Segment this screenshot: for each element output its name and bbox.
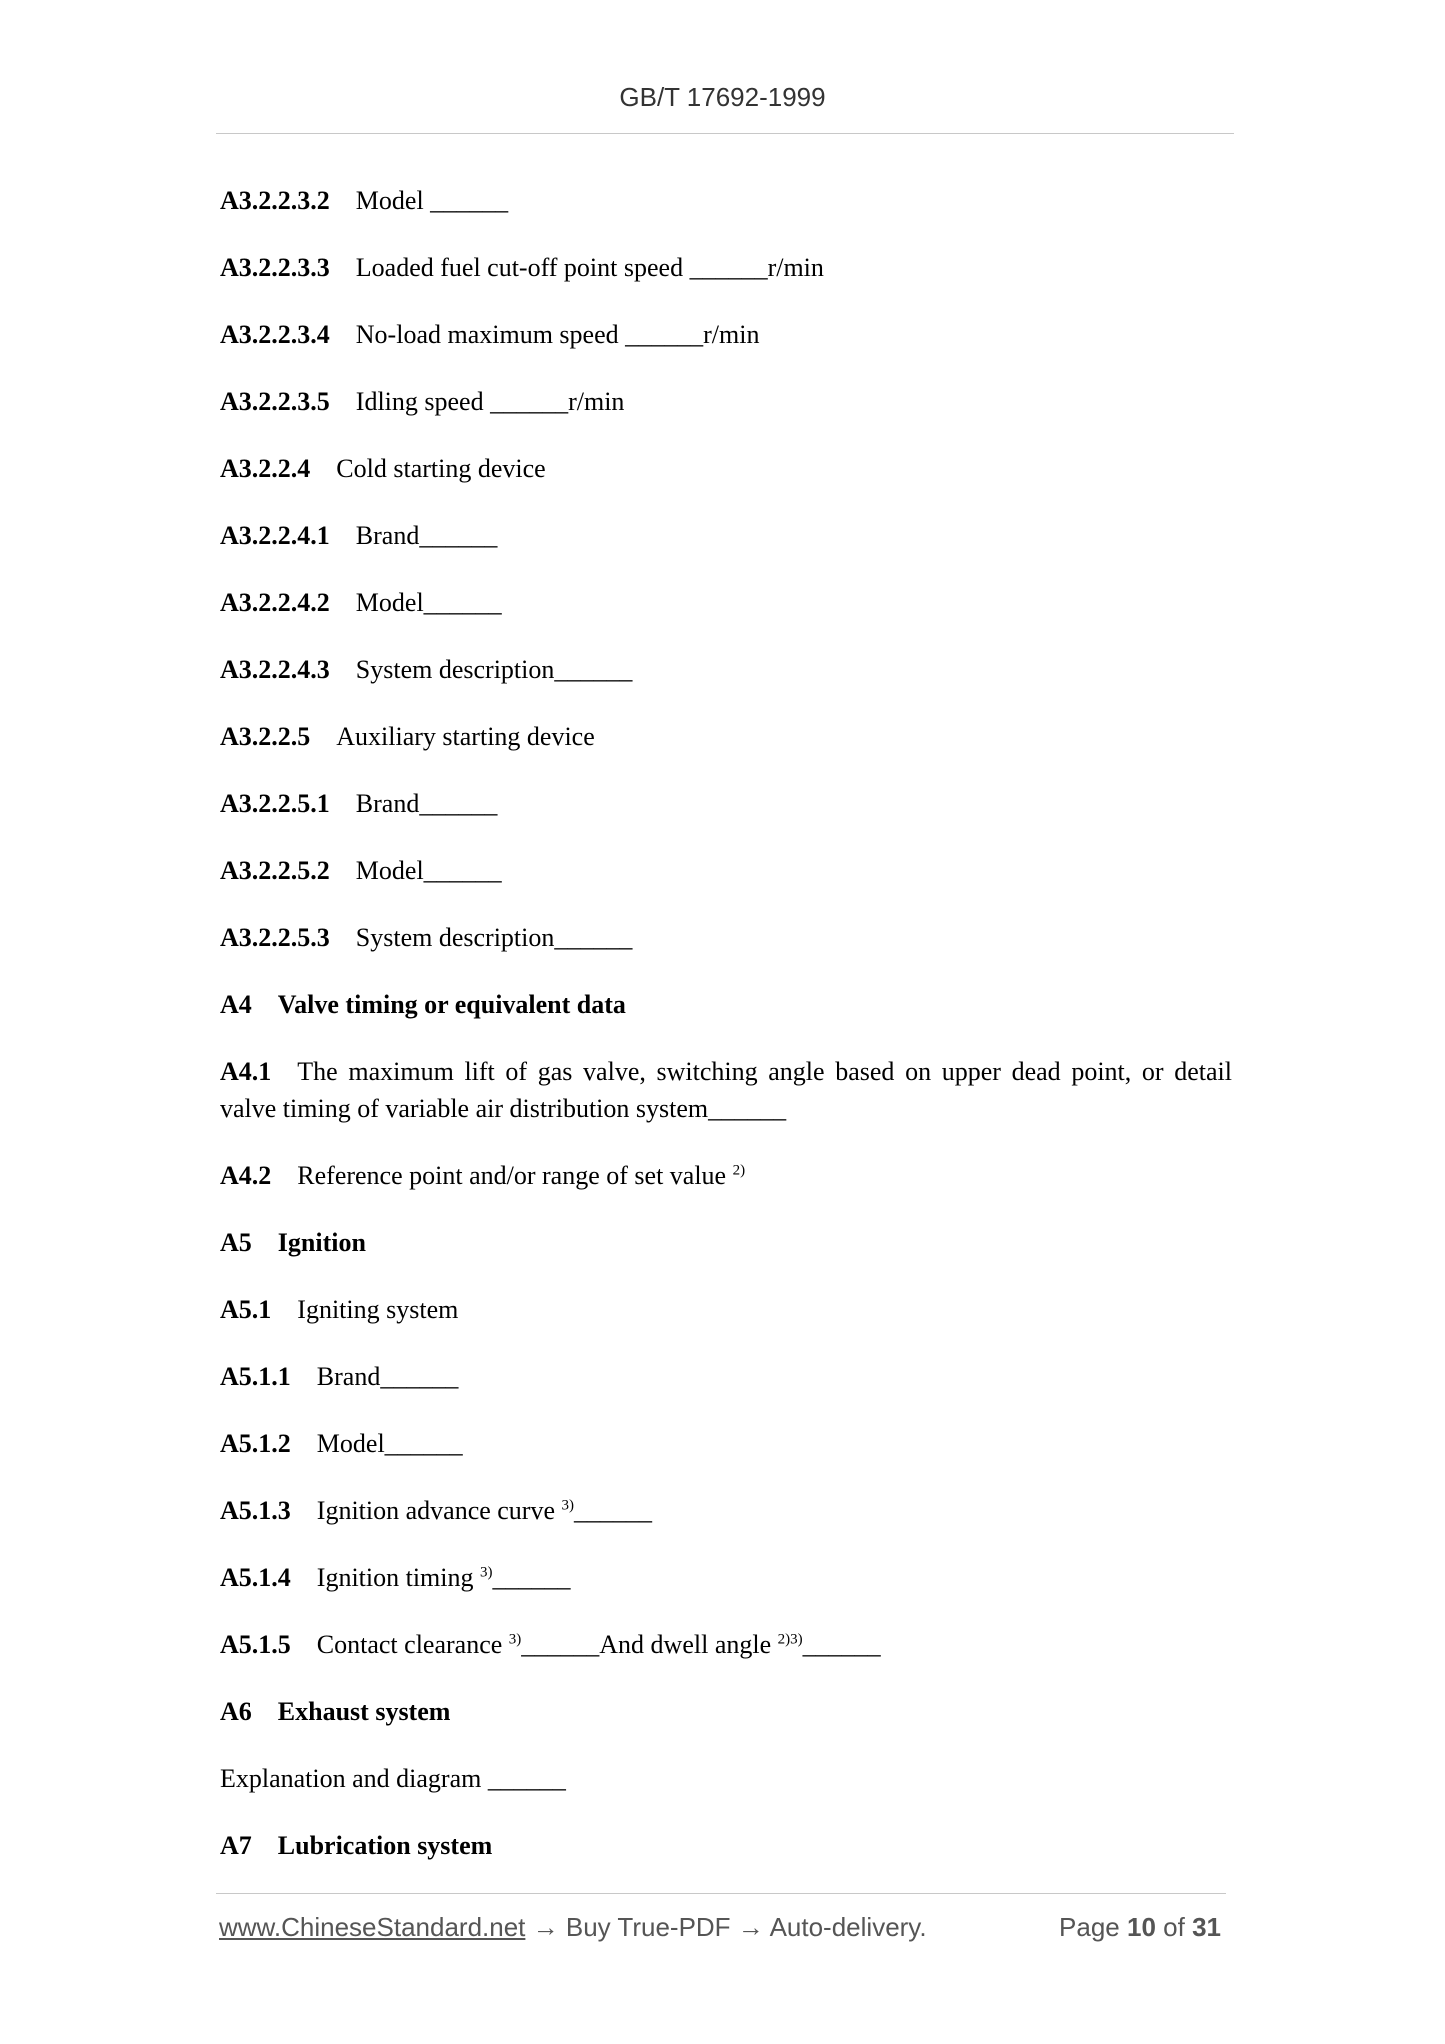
entry-a5-1-2 bbox=[220, 1425, 1232, 1462]
blank-field: ______ bbox=[574, 1496, 653, 1525]
website-link[interactable]: www.ChineseStandard.net bbox=[219, 1912, 526, 1942]
clause-number: A5.1.4 bbox=[220, 1563, 291, 1592]
clause-number: A3.2.2.5 bbox=[220, 722, 311, 751]
section-number: A6 bbox=[220, 1697, 252, 1726]
entry-exhaust-explanation bbox=[220, 1760, 1232, 1797]
entry-a3-2-2-3-5 bbox=[220, 383, 1232, 420]
clause-number: A3.2.2.3.2 bbox=[220, 186, 330, 215]
clause-number: A4.2 bbox=[220, 1161, 272, 1190]
clause-text: Auxiliary starting device bbox=[336, 722, 595, 751]
blank-field: ______ bbox=[492, 1563, 571, 1592]
clause-text: Ignition timing bbox=[316, 1563, 474, 1592]
entry-a3-2-2-3-3 bbox=[220, 249, 1232, 286]
section-title: Exhaust system bbox=[277, 1697, 451, 1726]
entry-a5-1-3 bbox=[220, 1492, 1232, 1529]
entry-a3-2-2-4-1 bbox=[220, 517, 1232, 554]
section-heading-a5 bbox=[220, 1224, 1232, 1261]
clause-text: Explanation and diagram ______ bbox=[220, 1764, 566, 1793]
entry-a5-1 bbox=[220, 1291, 1232, 1328]
clause-text: Contact clearance bbox=[316, 1630, 503, 1659]
clause-text: No-load maximum speed ______r/min bbox=[355, 320, 760, 349]
footnote-ref: 3) bbox=[480, 1564, 493, 1581]
section-heading-a7 bbox=[220, 1827, 1232, 1864]
entry-a3-2-2-5-3 bbox=[220, 919, 1232, 956]
page-header-title: GB/T 17692-1999 bbox=[619, 82, 826, 112]
clause-number: A3.2.2.5.3 bbox=[220, 923, 330, 952]
entry-a3-2-2-3-2 bbox=[220, 182, 1232, 219]
clause-number: A4.1 bbox=[220, 1057, 272, 1086]
clause-text: Idling speed ______r/min bbox=[355, 387, 625, 416]
header-divider bbox=[216, 133, 1234, 134]
footnote-ref: 2) bbox=[732, 1162, 746, 1179]
footnote-ref: 3) bbox=[508, 1631, 522, 1648]
clause-number: A3.2.2.4.1 bbox=[220, 521, 330, 550]
section-number: A4 bbox=[220, 990, 252, 1019]
clause-text-continued: ______And dwell angle bbox=[521, 1630, 772, 1659]
entry-a3-2-2-4-3 bbox=[220, 651, 1232, 688]
entry-a3-2-2-4-2 bbox=[220, 584, 1232, 621]
entry-a3-2-2-4 bbox=[220, 450, 1232, 487]
clause-number: A5.1.1 bbox=[220, 1362, 291, 1391]
clause-text: Brand______ bbox=[355, 789, 498, 818]
clause-number: A5.1.5 bbox=[220, 1630, 291, 1659]
entry-a4-1 bbox=[220, 1053, 1232, 1127]
section-number: A5 bbox=[220, 1228, 252, 1257]
footnote-ref: 3) bbox=[561, 1497, 575, 1514]
clause-text: System description______ bbox=[355, 923, 633, 952]
clause-number: A3.2.2.3.5 bbox=[220, 387, 330, 416]
clause-text: Model______ bbox=[316, 1429, 463, 1458]
entry-a3-2-2-3-4 bbox=[220, 316, 1232, 353]
clause-text: Model______ bbox=[355, 588, 502, 617]
clause-number: A5.1.3 bbox=[220, 1496, 291, 1525]
clause-text: Loaded fuel cut-off point speed ______r/min bbox=[355, 253, 824, 282]
page-indicator bbox=[1059, 1912, 1221, 1943]
page-total: 31 bbox=[1192, 1912, 1221, 1942]
section-heading-a4 bbox=[220, 986, 1232, 1023]
clause-number: A5.1 bbox=[220, 1295, 272, 1324]
document-body bbox=[220, 182, 1232, 1894]
entry-a3-2-2-5-1 bbox=[220, 785, 1232, 822]
clause-text: Igniting system bbox=[297, 1295, 459, 1324]
footnote-ref: 2)3) bbox=[777, 1631, 803, 1648]
clause-number: A3.2.2.5.2 bbox=[220, 856, 330, 885]
section-title: Valve timing or equivalent data bbox=[277, 990, 626, 1019]
page-footer bbox=[219, 1912, 1229, 1943]
page-label: Page bbox=[1059, 1912, 1120, 1942]
clause-text: The maximum lift of gas valve, switching angle based on upper dead point, or detail valve timing of variable air distribution system______ bbox=[220, 1057, 1232, 1123]
clause-text: System description______ bbox=[355, 655, 633, 684]
entry-a4-2 bbox=[220, 1157, 1232, 1194]
clause-text: Reference point and/or range of set value bbox=[297, 1161, 727, 1190]
clause-text: Brand______ bbox=[316, 1362, 459, 1391]
section-number: A7 bbox=[220, 1831, 252, 1860]
clause-number: A5.1.2 bbox=[220, 1429, 291, 1458]
entry-a5-1-5 bbox=[220, 1626, 1232, 1663]
footer-tagline: → Buy True-PDF → Auto-delivery. bbox=[525, 1912, 927, 1942]
clause-number: A3.2.2.3.4 bbox=[220, 320, 330, 349]
entry-a3-2-2-5 bbox=[220, 718, 1232, 755]
footer-divider bbox=[216, 1893, 1226, 1894]
clause-text: Model ______ bbox=[355, 186, 509, 215]
entry-a3-2-2-5-2 bbox=[220, 852, 1232, 889]
entry-a5-1-1 bbox=[220, 1358, 1232, 1395]
entry-a5-1-4 bbox=[220, 1559, 1232, 1596]
clause-number: A3.2.2.4.2 bbox=[220, 588, 330, 617]
clause-number: A3.2.2.5.1 bbox=[220, 789, 330, 818]
of-label: of bbox=[1163, 1912, 1185, 1942]
section-title: Lubrication system bbox=[277, 1831, 493, 1860]
clause-text: Cold starting device bbox=[336, 454, 546, 483]
clause-number: A3.2.2.4 bbox=[220, 454, 311, 483]
section-title: Ignition bbox=[277, 1228, 366, 1257]
clause-text: Model______ bbox=[355, 856, 502, 885]
section-heading-a6 bbox=[220, 1693, 1232, 1730]
blank-field: ______ bbox=[802, 1630, 881, 1659]
page-number: 10 bbox=[1127, 1912, 1156, 1942]
clause-text: Brand______ bbox=[355, 521, 498, 550]
clause-text: Ignition advance curve bbox=[316, 1496, 556, 1525]
clause-number: A3.2.2.3.3 bbox=[220, 253, 330, 282]
clause-number: A3.2.2.4.3 bbox=[220, 655, 330, 684]
